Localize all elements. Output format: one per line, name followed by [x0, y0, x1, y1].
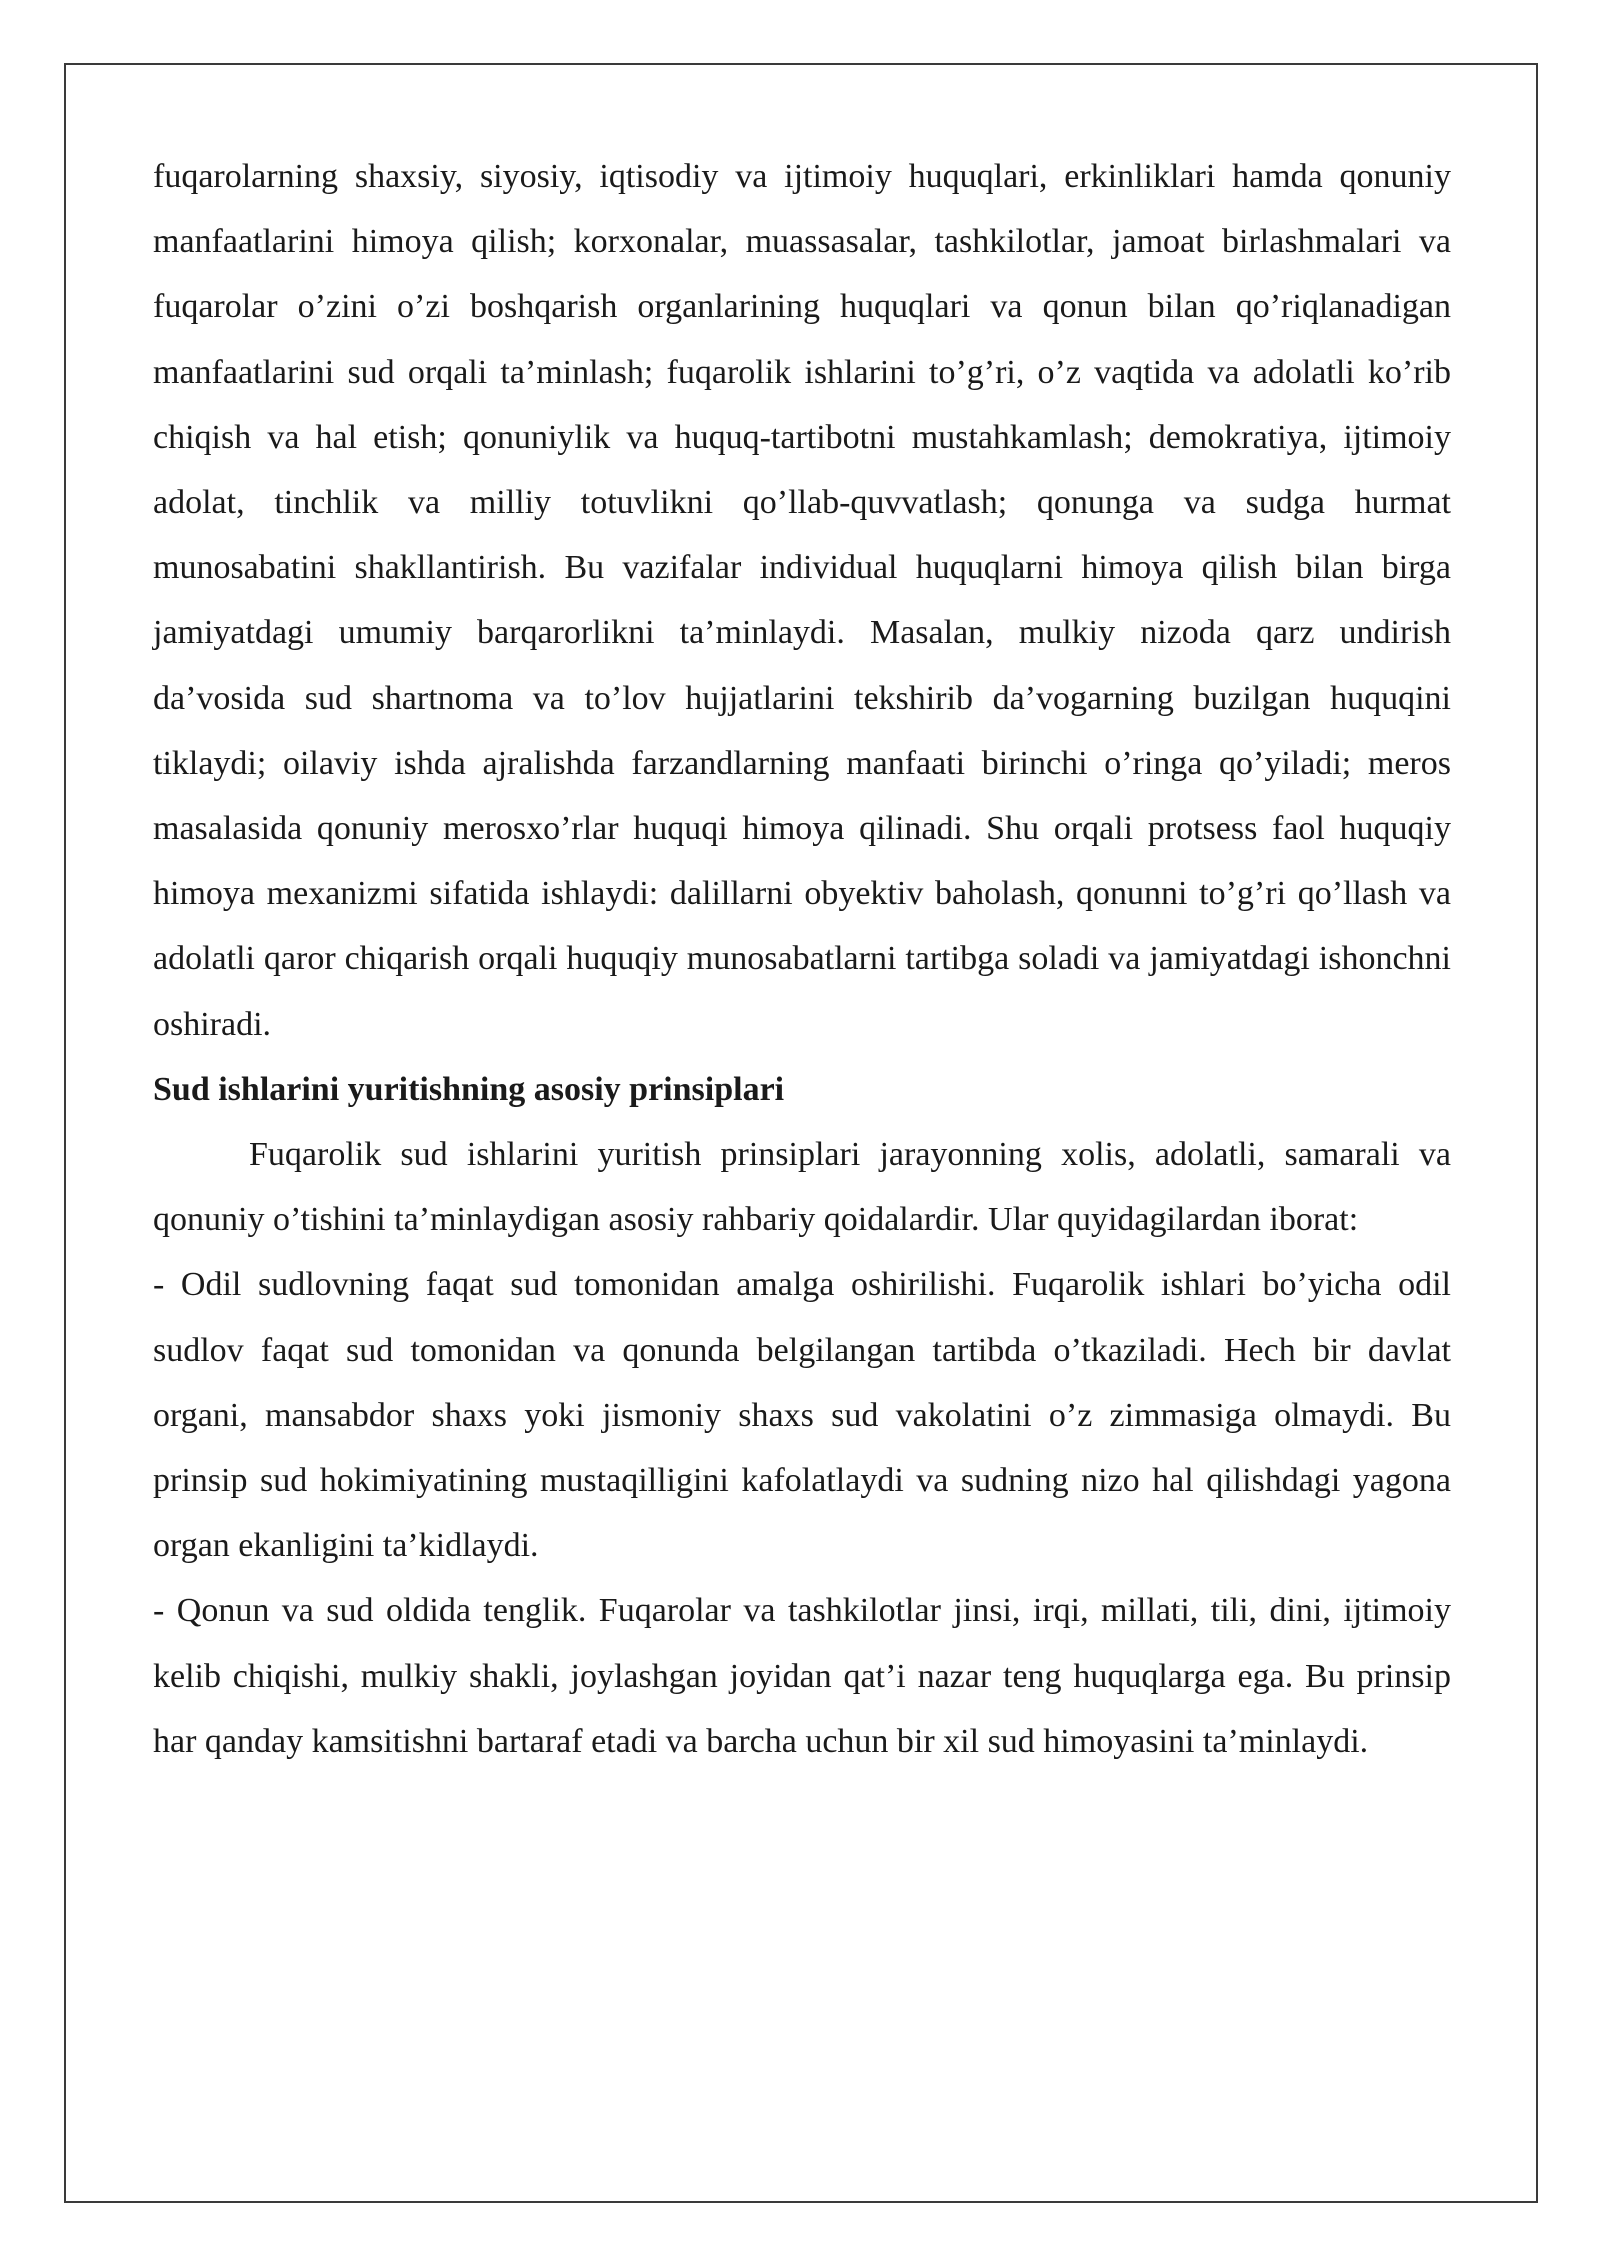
document-body — [153, 144, 1451, 1774]
principles-intro-paragraph: Fuqarolik sud ishlarini yuritish prinsiplari jarayonning xolis, adolatli, samarali va qonuniy o’tishini ta’minlaydigan asosiy rahbariy qoidalardir. Ular quyidagilardan iborat: — [153, 1136, 1451, 1239]
intro-paragraph: fuqarolarning shaxsiy, siyosiy, iqtisodiy va ijtimoiy huquqlari, erkinliklari hamda qonuniy manfaatlarini himoya qilish; korxonalar, muassasalar, tashkilotlar, jamoat birlashmalari va fuqarolar o’zini o’zi boshqarish organlarining huquqlari va qonun bilan qo’riqlanadigan manfaatlarini sud orqali ta’minlash; fuqarolik ishlarini to’g’ri, o’z vaqtida va adolatli ko’rib chiqish va hal etish; qonuniylik va huquq-tartibotni mustahkamlash; demokratiya, ijtimoiy adolat, tinchlik va milliy totuvlikni qo’llab-quvvatlash; qonunga va sudga hurmat munosabatini shakllantirish. Bu vazifalar individual huquqlarni himoya qilish bilan birga jamiyatdagi umumiy barqarorlikni ta’minlaydi. Masalan, mulkiy nizoda qarz undirish da’vosida sud shartnoma va to’lov hujjatlarini tekshirib da’vogarning buzilgan huquqini tiklaydi; oilaviy ishda ajralishda farzandlarning manfaati birinchi o’ringa qo’yiladi; meros masalasida qonuniy merosxo’rlar huquqi himoya qilinadi. Shu orqali protsess faol huquqiy himoya mexanizmi sifatida ishlaydi: dalillarni obyektiv baholash, qonunni to’g’ri qo’llash va adolatli qaror chiqarish orqali huquqiy munosabatlarni tartibga soladi va jamiyatdagi ishonchni oshiradi. — [153, 158, 1451, 1043]
section-heading: Sud ishlarini yuritishning asosiy prinsiplari — [153, 1070, 785, 1108]
principle-2-paragraph: - Qonun va sud oldida tenglik. Fuqarolar va tashkilotlar jinsi, irqi, millati, tili, dini, ijtimoiy kelib chiqishi, mulkiy shakli, joylashgan joyidan qat’i nazar teng huquqlarga ega. Bu prinsip har qanday kamsitishni bartaraf etadi va barcha uchun bir xil sud himoyasini ta’minlaydi. — [153, 1592, 1451, 1760]
principle-1-paragraph: - Odil sudlovning faqat sud tomonidan amalga oshirilishi. Fuqarolik ishlari bo’yicha odil sudlov faqat sud tomonidan va qonunda belgilangan tartibda o’tkaziladi. Hech bir davlat organi, mansabdor shaxs yoki jismoniy shaxs sud vakolatini o’z zimmasiga olmaydi. Bu prinsip sud hokimiyatining mustaqilligini kafolatlaydi va sudning nizo hal qilishdagi yagona organ ekanligini ta’kidlaydi. — [153, 1266, 1451, 1565]
